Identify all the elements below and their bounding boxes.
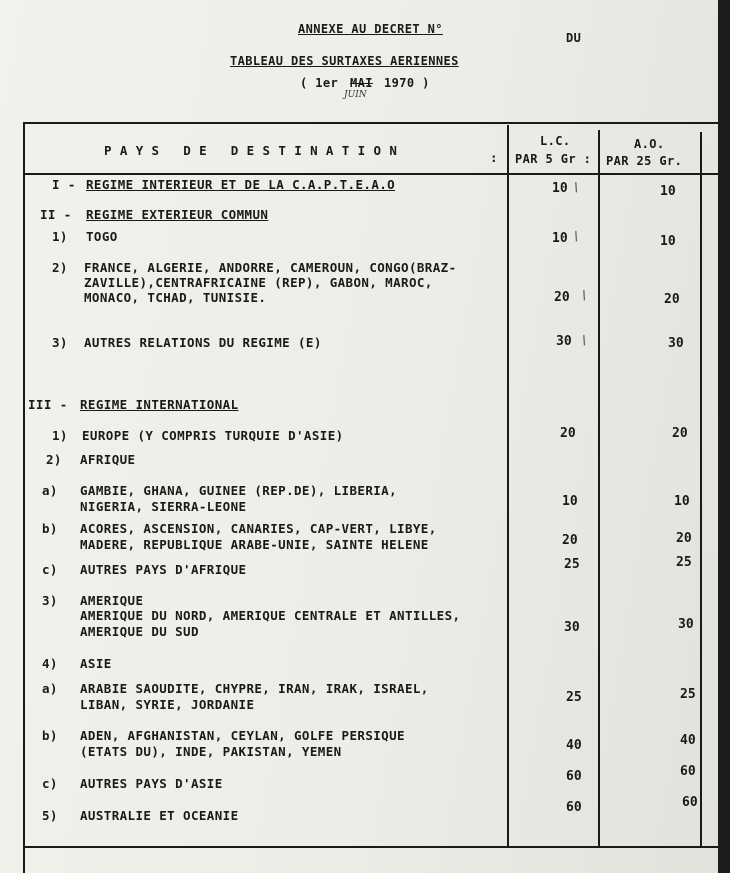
header-lc-sub: PAR 5 Gr : xyxy=(515,152,592,166)
item-text-line: NIGERIA, SIERRA-LEONE xyxy=(80,499,247,514)
check-mark: / xyxy=(571,228,581,244)
item-letter: a) xyxy=(42,681,58,696)
table-header-divider xyxy=(23,173,728,175)
lc-value: 40 xyxy=(566,738,582,753)
ao-value: 25 xyxy=(676,555,692,570)
lc-value: 25 xyxy=(564,557,580,572)
ao-value: 40 xyxy=(680,733,696,748)
item-letter: b) xyxy=(42,728,58,743)
check-mark: / xyxy=(579,287,589,303)
lc-value: 20 xyxy=(562,533,578,548)
item-number: 1) xyxy=(52,229,68,244)
ao-value: 30 xyxy=(668,336,684,351)
check-mark: / xyxy=(571,179,581,195)
ao-value: 60 xyxy=(682,795,698,810)
item-text: AUTRES PAYS D'AFRIQUE xyxy=(80,562,247,577)
handwritten-month: JUIN xyxy=(344,90,367,100)
lc-value: 20 xyxy=(554,290,570,305)
item-number: 3) xyxy=(42,593,58,608)
lc-value: 30 xyxy=(564,620,580,635)
document-subtitle: TABLEAU DES SURTAXES AERIENNES xyxy=(230,54,459,68)
item-number: 2) xyxy=(52,260,68,275)
lc-value: 60 xyxy=(566,769,582,784)
section-ii-number: II - xyxy=(40,207,80,222)
item-text-line: AMERIQUE DU SUD xyxy=(80,624,199,639)
section-i-title: REGIME INTERIEUR ET DE LA C.A.P.T.E.A.O xyxy=(86,177,396,192)
lc-value: 25 xyxy=(566,690,582,705)
item-text-line: AMERIQUE xyxy=(80,593,144,608)
table-top-border xyxy=(23,122,728,124)
table-right-border xyxy=(700,132,702,846)
item-text: AUTRES PAYS D'ASIE xyxy=(80,776,223,791)
section-i-number: I - xyxy=(52,177,84,192)
item-text-line: ADEN, AFGHANISTAN, CEYLAN, GOLFE PERSIQUE xyxy=(80,728,405,743)
item-text-line: AMERIQUE DU NORD, AMERIQUE CENTRALE ET ANTILLES, xyxy=(80,608,461,623)
date-suffix: 1970 ) xyxy=(384,76,430,90)
item-letter: c) xyxy=(42,562,58,577)
lc-value: 10 xyxy=(552,231,568,246)
item-number: 1) xyxy=(52,428,68,443)
item-text: EUROPE (Y COMPRIS TURQUIE D'ASIE) xyxy=(82,428,344,443)
ao-value: 10 xyxy=(674,494,690,509)
item-text-line: MONACO, TCHAD, TUNISIE. xyxy=(84,290,267,305)
item-text-line: ACORES, ASCENSION, CANARIES, CAP-VERT, LIBYE, xyxy=(80,521,437,536)
date-prefix: ( 1er xyxy=(300,76,339,90)
column-divider-lc xyxy=(507,125,509,847)
ao-value: 20 xyxy=(672,426,688,441)
item-text-line: GAMBIE, GHANA, GUINEE (REP.DE), LIBERIA, xyxy=(80,483,398,498)
item-text: AUSTRALIE ET OCEANIE xyxy=(80,808,239,823)
column-divider-ao xyxy=(598,130,600,847)
item-text: AFRIQUE xyxy=(80,452,136,467)
item-text: TOGO xyxy=(86,229,118,244)
header-destination: P A Y S D E D E S T I N A T I O N xyxy=(104,143,398,158)
ao-value: 30 xyxy=(678,617,694,632)
lc-value: 20 xyxy=(560,426,576,441)
item-text: AUTRES RELATIONS DU REGIME (E) xyxy=(84,335,322,350)
ao-value: 25 xyxy=(680,687,696,702)
header-colon: : xyxy=(490,150,498,165)
item-text-line: ARABIE SAOUDITE, CHYPRE, IRAN, IRAK, ISRAEL, xyxy=(80,681,429,696)
page-edge-shadow xyxy=(718,0,730,873)
date-struck-month: MAI xyxy=(350,76,373,90)
lc-value: 10 xyxy=(552,181,568,196)
ao-value: 20 xyxy=(676,531,692,546)
document-title: ANNEXE AU DECRET N° xyxy=(298,22,443,36)
item-letter: b) xyxy=(42,521,58,536)
section-iii-number: III - xyxy=(28,397,76,412)
date-du-label: DU xyxy=(566,31,582,45)
item-number: 3) xyxy=(52,335,68,350)
item-text-line: (ETATS DU), INDE, PAKISTAN, YEMEN xyxy=(80,744,342,759)
section-iii-title: REGIME INTERNATIONAL xyxy=(80,397,239,412)
header-lc-title: L.C. xyxy=(540,134,571,148)
table-left-border xyxy=(23,122,25,873)
lc-value: 10 xyxy=(562,494,578,509)
ao-value: 20 xyxy=(664,292,680,307)
ao-value: 10 xyxy=(660,184,676,199)
item-text-line: FRANCE, ALGERIE, ANDORRE, CAMEROUN, CONGO(BRAZ- xyxy=(84,260,457,275)
header-ao-title: A.O. xyxy=(634,137,665,151)
item-text: ASIE xyxy=(80,656,112,671)
item-number: 5) xyxy=(42,808,58,823)
section-ii-title: REGIME EXTERIEUR COMMUN xyxy=(86,207,269,222)
item-text-line: LIBAN, SYRIE, JORDANIE xyxy=(80,697,255,712)
lc-value: 30 xyxy=(556,334,572,349)
lc-value: 60 xyxy=(566,800,582,815)
item-letter: c) xyxy=(42,776,58,791)
item-letter: a) xyxy=(42,483,58,498)
item-text-line: MADERE, REPUBLIQUE ARABE-UNIE, SAINTE HELENE xyxy=(80,537,429,552)
table-bottom-border xyxy=(25,846,730,848)
item-number: 2) xyxy=(46,452,62,467)
item-text-line: ZAVILLE),CENTRAFRICAINE (REP), GABON, MAROC, xyxy=(84,275,433,290)
header-ao-sub: PAR 25 Gr. xyxy=(606,154,683,168)
ao-value: 60 xyxy=(680,764,696,779)
ao-value: 10 xyxy=(660,234,676,249)
check-mark: / xyxy=(579,332,589,348)
item-number: 4) xyxy=(42,656,58,671)
